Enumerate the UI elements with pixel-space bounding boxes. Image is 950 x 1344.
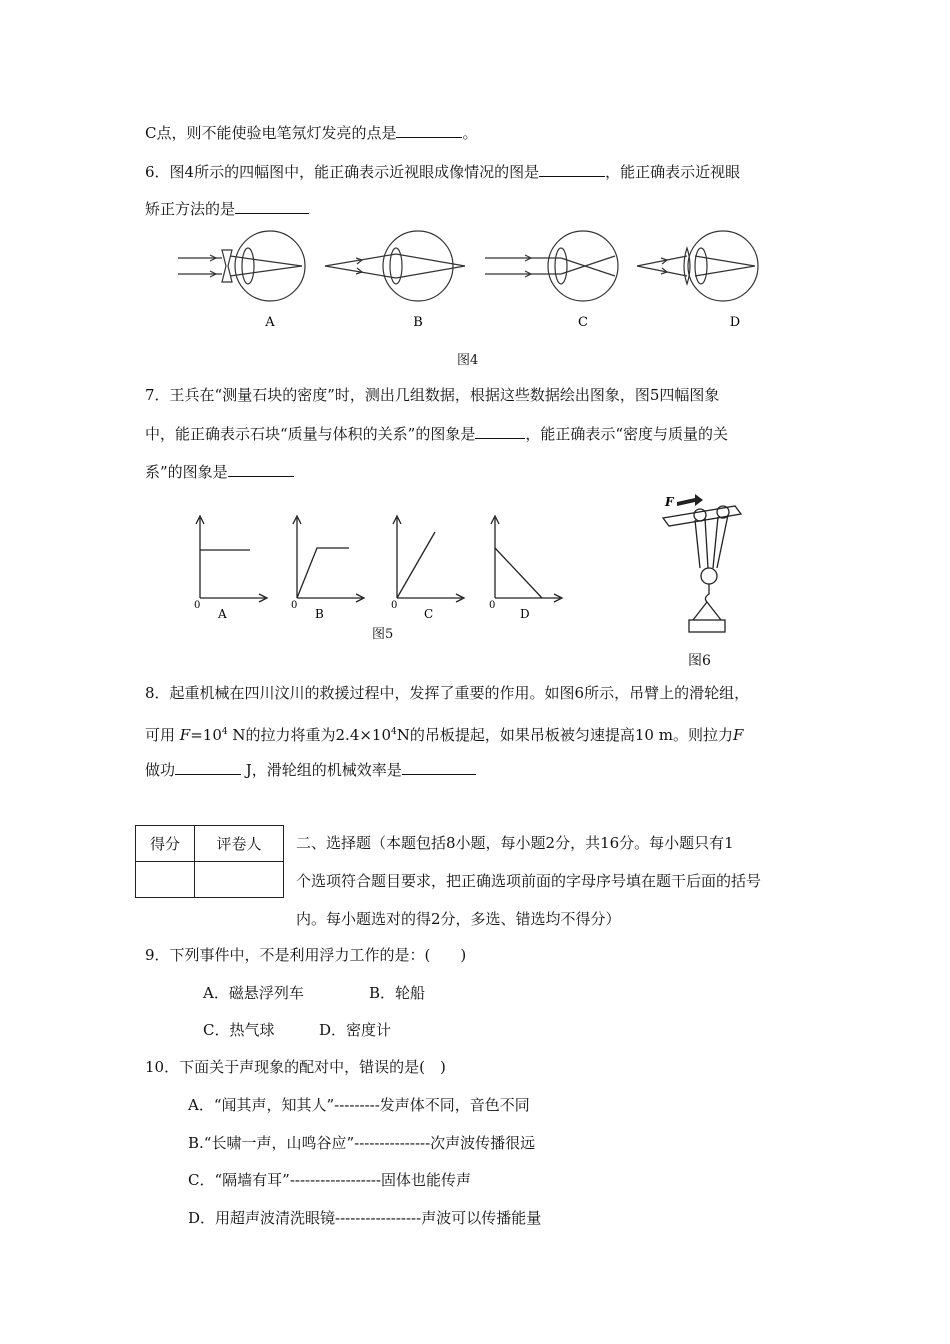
figure-6-caption: 图6 [688, 653, 711, 669]
q6-line2: 矫正方法的是 [145, 199, 309, 219]
graph-c-origin: 0 [391, 600, 398, 611]
answer-blank[interactable] [175, 760, 241, 775]
fig4-label-b: B [413, 315, 423, 330]
score-table [135, 825, 284, 898]
graph-c-label: C [424, 607, 434, 621]
eye-diagram-a [178, 231, 305, 301]
answer-blank[interactable] [539, 162, 605, 177]
force-label: F [665, 495, 674, 509]
figure-4-caption: 图4 [457, 353, 479, 368]
answer-blank[interactable] [235, 199, 309, 214]
answer-blank[interactable] [396, 123, 462, 138]
q8-line3: 做功 J，滑轮组的机械效率是 [145, 760, 476, 780]
graph-d-origin: 0 [489, 600, 496, 611]
section2-line1: 二、选择题（本题包括8小题，每小题2分，共16分。每小题只有1 [296, 834, 734, 852]
figure-4-eye-diagrams [170, 228, 770, 338]
section2-line3: 内。每小题选对的得2分，多选、错选均不得分） [296, 910, 621, 928]
q5-tail-line: C点，则不能使验电笔氖灯发亮的点是 。 [145, 124, 478, 142]
q7-line1: 7．王兵在“测量石块的密度”时，测出几组数据，根据这些数据绘出图象，图5四幅图象 [145, 386, 720, 404]
q6-line1: 6．图4所示的四幅图中，能正确表示近视眼成像情况的图是 ，能正确表示近视眼 [145, 163, 741, 181]
score-header: 得分 [136, 826, 195, 862]
fig4-label-d: D [729, 315, 741, 330]
fig4-label-c: C [578, 315, 588, 330]
grader-header: 评卷人 [195, 826, 284, 862]
figure-5-graphs [180, 510, 600, 625]
answer-blank[interactable] [475, 424, 525, 439]
q9-option-d[interactable]: D．密度计 [319, 1021, 392, 1039]
q7-line2: 中，能正确表示石块“质量与体积的关系”的图象是 ，能正确表示“密度与质量的关 [145, 425, 729, 443]
answer-blank[interactable] [402, 760, 476, 775]
eye-diagram-d [637, 231, 758, 301]
q10-option-a[interactable]: A．“闻其声，知其人”---------发声体不同，音色不同 [188, 1096, 530, 1114]
graph-b [293, 516, 364, 602]
q8-line1: 8．起重机械在四川汶川的救援过程中，发挥了重要的作用。如图6所示，吊臂上的滑轮组， [145, 684, 750, 702]
figure-5-caption: 图5 [372, 627, 394, 642]
q7-line3: 系”的图象是 [145, 462, 294, 482]
graph-a-origin: 0 [194, 600, 201, 611]
graph-a [196, 516, 267, 602]
score-cell[interactable] [136, 862, 195, 898]
q9-option-a[interactable]: A．磁悬浮列车 [203, 984, 304, 1002]
fig4-label-a: A [265, 315, 275, 330]
graph-d-label: D [520, 607, 530, 621]
q9-stem: 9．下列事件中，不是利用浮力工作的是：( ) [145, 946, 467, 964]
figure-6-pulley-diagram [655, 490, 755, 640]
q8-line2: 可用 $F=10^4$ N的拉力将重为$2.4\times 10^4N$的吊板提起，如果吊板被匀速提高10 m。则拉力F [145, 726, 744, 744]
graph-b-origin: 0 [291, 600, 298, 611]
graph-d [491, 516, 562, 602]
q10-option-b[interactable]: B.“长啸一声，山鸣谷应”---------------次声波传播很远 [188, 1134, 536, 1152]
answer-blank[interactable] [228, 462, 294, 477]
graph-a-label: A [218, 607, 227, 621]
q10-option-c[interactable]: C．“隔墙有耳”------------------固体也能传声 [188, 1171, 472, 1189]
q9-option-c[interactable]: C．热气球 [203, 1021, 275, 1039]
grader-cell[interactable] [195, 862, 284, 898]
graph-b-label: B [315, 607, 324, 621]
q10-option-d[interactable]: D．用超声波清洗眼镜-----------------声波可以传播能量 [188, 1209, 542, 1227]
q9-option-b[interactable]: B．轮船 [369, 984, 426, 1002]
graph-c [393, 516, 464, 602]
q10-stem: 10．下面关于声现象的配对中，错误的是( ) [145, 1058, 446, 1076]
section2-line2: 个选项符合题目要求，把正确选项前面的字母序号填在题干后面的括号 [296, 872, 762, 890]
eye-diagram-c [485, 231, 618, 301]
eye-diagram-b [325, 231, 465, 301]
